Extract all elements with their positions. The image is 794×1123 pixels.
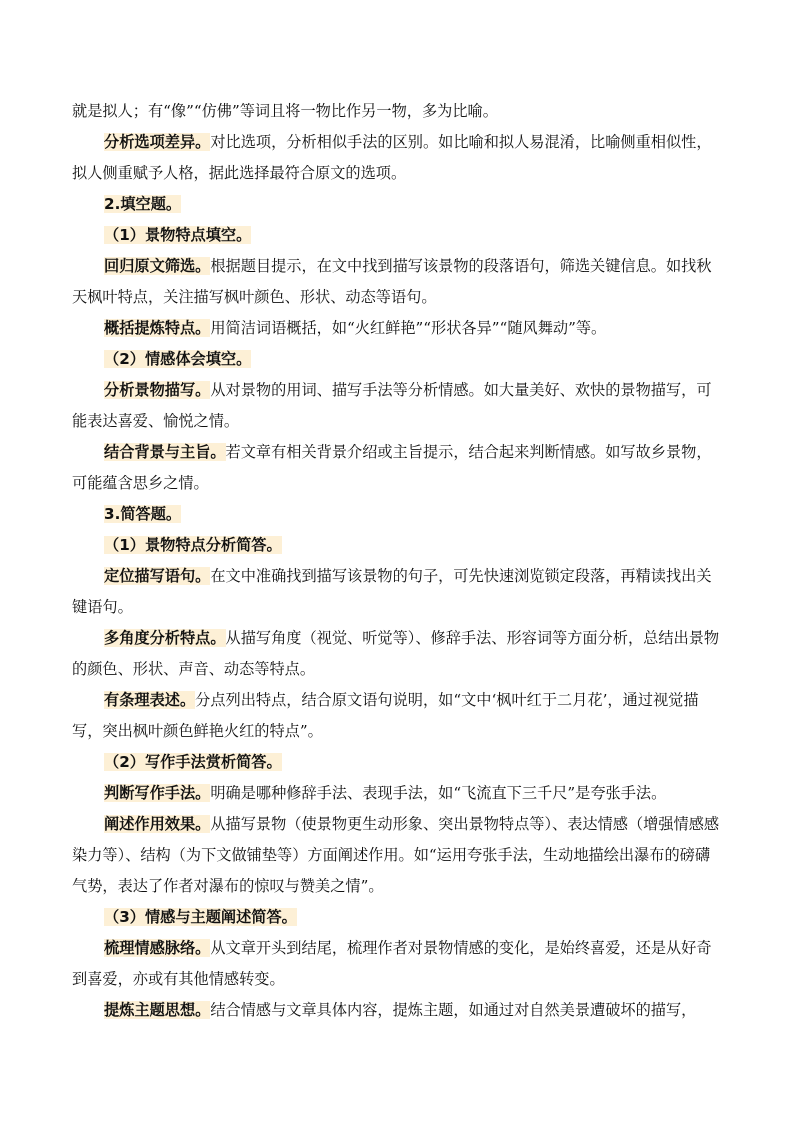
paragraph-text: 从对景物的用词、描写手法等分析情感。如大量美好、欢快的景物描写，可能表达喜爱、愉悦之情。: [72, 381, 712, 430]
paragraph: [72, 778, 724, 809]
paragraph: [72, 437, 724, 499]
paragraph-lead: 分析景物描写。: [104, 381, 211, 399]
paragraph-lead: 判断写作手法。: [104, 784, 211, 802]
paragraph-lead: 阐述作用效果。: [104, 815, 211, 833]
subsection-heading-text: （2）情感体会填空。: [104, 350, 252, 368]
paragraph: [72, 933, 724, 995]
subsection-heading: [72, 344, 724, 375]
paragraph-text: 从描写角度（视觉、听觉等）、修辞手法、形容词等方面分析，总结出景物的颜色、形状、声音、动态等特点。: [72, 629, 720, 678]
subsection-heading: [72, 220, 724, 251]
paragraph: [72, 251, 724, 313]
paragraph: [72, 375, 724, 437]
paragraph-lead: 有条理表述。: [104, 691, 196, 709]
subsection-heading-text: （3）情感与主题阐述简答。: [104, 908, 297, 926]
subsection-heading-text: （1）景物特点填空。: [104, 226, 252, 244]
paragraph-text: 就是拟人；有“像”“仿佛”等词且将一物比作另一物，多为比喻。: [72, 102, 498, 120]
subsection-heading: [72, 902, 724, 933]
paragraph-text: 根据题目提示，在文中找到描写该景物的段落语句，筛选关键信息。如找秋天枫叶特点，关注描写枫叶颜色、形状、动态等语句。: [72, 257, 712, 306]
section-heading: [72, 499, 724, 530]
paragraph-text: 若文章有相关背景介绍或主旨提示，结合起来判断情感。如写故乡景物，可能蕴含思乡之情。: [72, 443, 712, 492]
paragraph-text: 从文章开头到结尾，梳理作者对景物情感的变化，是始终喜爱，还是从好奇到喜爱，亦或有其他情感转变。: [72, 939, 712, 988]
paragraph: [72, 623, 724, 685]
paragraph-text: 结合情感与文章具体内容，提炼主题，如通过对自然美景遭破坏的描写，: [210, 1001, 697, 1019]
paragraph-text: 在文中准确找到描写该景物的句子，可先快速浏览锁定段落，再精读找出关键语句。: [72, 567, 712, 616]
paragraph: [72, 127, 724, 189]
subsection-heading: [72, 747, 724, 778]
section-heading: [72, 189, 724, 220]
paragraph-text: 明确是哪种修辞手法、表现手法，如“飞流直下三千尺”是夸张手法。: [210, 784, 667, 802]
section-heading-text: 2.填空题。: [104, 195, 182, 213]
paragraph-text: 从描写景物（使景物更生动形象、突出景物特点等）、表达情感（增强情感感染力等）、结构（为下文做铺垫等）方面阐述作用。如“运用夸张手法，生动地描绘出瀑布的磅礴气势，表达了作者对瀑布的惊叹与赞美之情”。: [72, 815, 720, 895]
paragraph: [72, 685, 724, 747]
document-page: [72, 96, 724, 1026]
paragraph-text: 分点列出特点，结合原文语句说明，如“文中‘枫叶红于二月花’，通过视觉描写，突出枫叶颜色鲜艳火红的特点”。: [72, 691, 699, 740]
paragraph-lead: 多角度分析特点。: [104, 629, 226, 647]
subsection-heading-text: （2）写作手法赏析简答。: [104, 753, 282, 771]
paragraph-lead: 概括提炼特点。: [104, 319, 211, 337]
paragraph: [72, 809, 724, 902]
paragraph-lead: 梳理情感脉络。: [104, 939, 211, 957]
section-heading-text: 3.简答题。: [104, 505, 182, 523]
paragraph-text: 对比选项，分析相似手法的区别。如比喻和拟人易混淆，比喻侧重相似性，拟人侧重赋予人格，据此选择最符合原文的选项。: [72, 133, 712, 182]
paragraph-text: 用简洁词语概括，如“火红鲜艳”“形状各异”“随风舞动”等。: [210, 319, 607, 337]
paragraph-lead: 回归原文筛选。: [104, 257, 211, 275]
paragraph: [72, 561, 724, 623]
paragraph-lead: 结合背景与主旨。: [104, 443, 226, 461]
paragraph: [72, 995, 724, 1026]
paragraph-lead: 分析选项差异。: [104, 133, 211, 151]
paragraph: [72, 313, 724, 344]
subsection-heading-text: （1）景物特点分析简答。: [104, 536, 282, 554]
paragraph-lead: 提炼主题思想。: [104, 1001, 211, 1019]
subsection-heading: [72, 530, 724, 561]
paragraph-lead: 定位描写语句。: [104, 567, 211, 585]
paragraph: [72, 96, 724, 127]
